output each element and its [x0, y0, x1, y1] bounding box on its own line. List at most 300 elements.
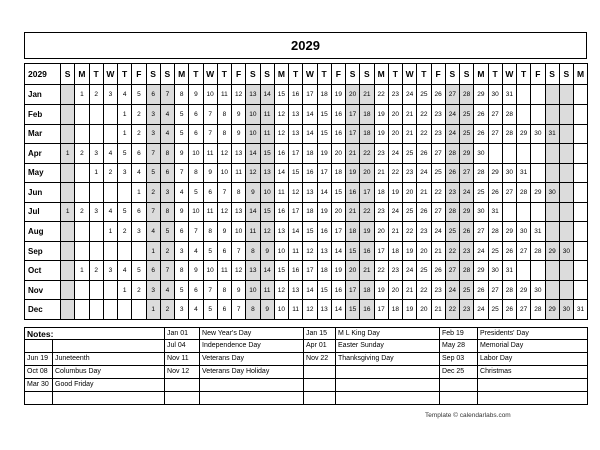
- day-cell: 8: [217, 280, 231, 300]
- day-cell: 5: [118, 144, 132, 164]
- day-cell: 2: [132, 280, 146, 300]
- holiday-date: Nov 22: [304, 353, 336, 366]
- day-cell: 24: [388, 202, 402, 222]
- month-label: Nov: [25, 280, 61, 300]
- day-cell: 28: [517, 183, 531, 203]
- day-cell: 17: [317, 163, 331, 183]
- day-cell: 8: [217, 124, 231, 144]
- day-cell: 12: [217, 202, 231, 222]
- day-cell: 12: [232, 85, 246, 105]
- day-cell: 23: [374, 202, 388, 222]
- day-cell: 3: [146, 124, 160, 144]
- day-cell: 22: [374, 85, 388, 105]
- weekday-header-cell: S: [346, 64, 360, 85]
- day-cell: 14: [246, 202, 260, 222]
- day-cell: 13: [274, 222, 288, 242]
- day-cell: 19: [331, 85, 345, 105]
- holiday-date: Feb 19: [440, 328, 478, 340]
- day-cell: 14: [274, 163, 288, 183]
- day-cell: 12: [274, 124, 288, 144]
- day-cell: 13: [317, 241, 331, 261]
- day-cell: [574, 144, 588, 164]
- day-cell: 24: [417, 163, 431, 183]
- month-label: Oct: [25, 261, 61, 281]
- day-cell: 25: [488, 300, 502, 320]
- weekday-header-cell: T: [289, 64, 303, 85]
- day-cell: 23: [417, 222, 431, 242]
- holiday-name: New Year's Day: [200, 328, 304, 340]
- day-cell: 1: [61, 144, 75, 164]
- day-cell: 1: [118, 124, 132, 144]
- day-cell: 16: [289, 85, 303, 105]
- day-cell: 4: [103, 144, 117, 164]
- day-cell: 22: [417, 280, 431, 300]
- day-cell: 22: [360, 202, 374, 222]
- day-cell: [118, 183, 132, 203]
- day-cell: 3: [103, 261, 117, 281]
- day-cell: 22: [374, 261, 388, 281]
- day-cell: [89, 105, 103, 125]
- day-cell: 17: [346, 124, 360, 144]
- day-cell: 10: [189, 202, 203, 222]
- day-cell: 11: [274, 183, 288, 203]
- day-cell: 6: [132, 202, 146, 222]
- day-cell: 31: [531, 222, 545, 242]
- day-cell: 24: [474, 300, 488, 320]
- month-row-dec: [25, 300, 588, 320]
- day-cell: 31: [545, 124, 559, 144]
- day-cell: 16: [331, 105, 345, 125]
- day-cell: [75, 300, 89, 320]
- day-cell: 6: [175, 222, 189, 242]
- day-cell: [574, 280, 588, 300]
- day-cell: [545, 222, 559, 242]
- day-cell: 11: [232, 163, 246, 183]
- day-cell: 9: [232, 105, 246, 125]
- day-cell: 23: [403, 163, 417, 183]
- day-cell: [103, 280, 117, 300]
- weekday-header-cell: T: [517, 64, 531, 85]
- day-cell: [61, 222, 75, 242]
- day-cell: 30: [488, 261, 502, 281]
- day-cell: 3: [175, 300, 189, 320]
- day-cell: 2: [75, 202, 89, 222]
- day-cell: 30: [488, 85, 502, 105]
- day-cell: 16: [274, 144, 288, 164]
- day-cell: [75, 183, 89, 203]
- weekday-header-cell: S: [246, 64, 260, 85]
- holiday-name: Christmas: [478, 366, 588, 379]
- day-cell: 16: [346, 183, 360, 203]
- holiday-date: [165, 392, 200, 405]
- day-cell: 23: [388, 261, 402, 281]
- day-cell: 4: [189, 241, 203, 261]
- day-cell: 2: [160, 300, 174, 320]
- holiday-date: [25, 392, 53, 405]
- day-cell: 20: [331, 144, 345, 164]
- day-cell: 14: [317, 183, 331, 203]
- holiday-name: Independence Day: [200, 340, 304, 353]
- day-cell: 19: [331, 261, 345, 281]
- day-cell: 19: [374, 280, 388, 300]
- notes-row: [25, 379, 588, 392]
- notes-holidays-table: [24, 327, 588, 405]
- day-cell: 27: [445, 261, 459, 281]
- holiday-name: Thanksgiving Day: [336, 353, 440, 366]
- weekday-header-cell: S: [545, 64, 559, 85]
- weekday-header-cell: T: [217, 64, 231, 85]
- weekday-header-cell: S: [146, 64, 160, 85]
- day-cell: 30: [559, 300, 573, 320]
- day-cell: 26: [488, 183, 502, 203]
- day-cell: 11: [203, 202, 217, 222]
- day-cell: 24: [460, 183, 474, 203]
- day-cell: 12: [260, 222, 274, 242]
- holiday-name: Veterans Day Holiday: [200, 366, 304, 379]
- notes-row: [25, 353, 588, 366]
- day-cell: 26: [445, 163, 459, 183]
- day-cell: 9: [203, 163, 217, 183]
- day-cell: 17: [346, 280, 360, 300]
- weekday-header-cell: T: [317, 64, 331, 85]
- day-cell: 7: [160, 261, 174, 281]
- day-cell: 30: [517, 222, 531, 242]
- day-cell: 14: [331, 241, 345, 261]
- day-cell: [502, 144, 516, 164]
- day-cell: 1: [132, 183, 146, 203]
- day-cell: [531, 261, 545, 281]
- day-cell: 20: [417, 300, 431, 320]
- day-cell: [559, 183, 573, 203]
- day-cell: 6: [189, 124, 203, 144]
- day-cell: 25: [417, 261, 431, 281]
- day-cell: 25: [460, 124, 474, 144]
- day-cell: 16: [303, 163, 317, 183]
- day-cell: 13: [289, 124, 303, 144]
- day-cell: 20: [374, 222, 388, 242]
- day-cell: 30: [545, 183, 559, 203]
- day-cell: 12: [274, 280, 288, 300]
- day-cell: 23: [374, 144, 388, 164]
- day-cell: 29: [460, 144, 474, 164]
- day-cell: 27: [431, 202, 445, 222]
- day-cell: [118, 300, 132, 320]
- day-cell: 25: [431, 163, 445, 183]
- month-label: Sep: [25, 241, 61, 261]
- day-cell: 21: [403, 124, 417, 144]
- day-cell: 29: [488, 163, 502, 183]
- month-label: May: [25, 163, 61, 183]
- day-cell: 21: [346, 202, 360, 222]
- day-cell: 6: [203, 183, 217, 203]
- day-cell: 26: [474, 280, 488, 300]
- day-cell: 12: [217, 144, 231, 164]
- day-cell: 16: [331, 280, 345, 300]
- day-cell: 31: [517, 163, 531, 183]
- day-cell: 29: [474, 261, 488, 281]
- weekday-header-cell: W: [303, 64, 317, 85]
- day-cell: 20: [346, 261, 360, 281]
- day-cell: 9: [260, 241, 274, 261]
- day-cell: 5: [118, 202, 132, 222]
- day-cell: 31: [502, 85, 516, 105]
- weekday-header-cell: W: [502, 64, 516, 85]
- day-cell: 27: [488, 124, 502, 144]
- day-cell: 16: [274, 202, 288, 222]
- day-cell: 1: [118, 105, 132, 125]
- day-cell: [531, 163, 545, 183]
- day-cell: 28: [460, 261, 474, 281]
- day-cell: 9: [189, 261, 203, 281]
- month-label: Jul: [25, 202, 61, 222]
- day-cell: [61, 124, 75, 144]
- day-cell: 14: [289, 222, 303, 242]
- day-cell: 15: [346, 241, 360, 261]
- day-cell: [545, 105, 559, 125]
- day-cell: [75, 105, 89, 125]
- day-cell: 2: [103, 163, 117, 183]
- day-cell: 5: [175, 280, 189, 300]
- day-cell: 24: [445, 280, 459, 300]
- day-cell: 4: [103, 202, 117, 222]
- day-cell: 1: [75, 261, 89, 281]
- day-cell: [574, 202, 588, 222]
- template-credit: Template © calendarlabs.com: [425, 412, 511, 419]
- day-cell: 14: [246, 144, 260, 164]
- day-cell: 15: [274, 85, 288, 105]
- holiday-date: [440, 379, 478, 392]
- day-cell: 20: [388, 105, 402, 125]
- day-cell: [103, 300, 117, 320]
- day-cell: 8: [175, 85, 189, 105]
- day-cell: 10: [246, 124, 260, 144]
- day-cell: 3: [89, 202, 103, 222]
- day-cell: 9: [232, 124, 246, 144]
- holiday-name: M L King Day: [336, 328, 440, 340]
- day-cell: [61, 85, 75, 105]
- day-cell: 4: [175, 183, 189, 203]
- day-cell: 11: [289, 241, 303, 261]
- holiday-name: Good Friday: [53, 379, 165, 392]
- day-cell: 7: [232, 241, 246, 261]
- year-calendar-grid: [24, 63, 588, 320]
- day-cell: [531, 105, 545, 125]
- day-cell: 8: [175, 261, 189, 281]
- day-cell: 9: [232, 280, 246, 300]
- day-cell: [61, 300, 75, 320]
- weekday-header-row: [25, 64, 588, 85]
- day-cell: 15: [331, 183, 345, 203]
- day-cell: 1: [103, 222, 117, 242]
- day-cell: 10: [274, 300, 288, 320]
- day-cell: [559, 261, 573, 281]
- day-cell: 5: [132, 261, 146, 281]
- day-cell: 22: [388, 163, 402, 183]
- day-cell: 5: [132, 85, 146, 105]
- day-cell: 25: [445, 222, 459, 242]
- month-row-oct: [25, 261, 588, 281]
- day-cell: 18: [374, 183, 388, 203]
- month-label: Jun: [25, 183, 61, 203]
- day-cell: [89, 222, 103, 242]
- weekday-header-cell: S: [460, 64, 474, 85]
- day-cell: [531, 85, 545, 105]
- day-cell: 24: [445, 124, 459, 144]
- day-cell: [502, 202, 516, 222]
- month-label: Dec: [25, 300, 61, 320]
- day-cell: 17: [303, 261, 317, 281]
- day-cell: 20: [388, 280, 402, 300]
- day-cell: [574, 124, 588, 144]
- notes-row: [25, 340, 588, 353]
- day-cell: 10: [260, 183, 274, 203]
- day-cell: 22: [360, 144, 374, 164]
- day-cell: [574, 163, 588, 183]
- holiday-date: [304, 366, 336, 379]
- holiday-date: Nov 11: [165, 353, 200, 366]
- weekday-header-cell: M: [274, 64, 288, 85]
- day-cell: 10: [203, 261, 217, 281]
- year-title: 2029: [24, 32, 587, 59]
- day-cell: [574, 85, 588, 105]
- day-cell: 4: [146, 222, 160, 242]
- day-cell: 28: [502, 105, 516, 125]
- day-cell: 24: [445, 105, 459, 125]
- day-cell: 26: [431, 261, 445, 281]
- day-cell: 7: [203, 105, 217, 125]
- day-cell: 29: [531, 183, 545, 203]
- day-cell: 22: [403, 222, 417, 242]
- day-cell: 28: [445, 202, 459, 222]
- holiday-date: [165, 379, 200, 392]
- day-cell: 28: [445, 144, 459, 164]
- weekday-header-cell: W: [203, 64, 217, 85]
- holiday-name: [200, 392, 304, 405]
- day-cell: 26: [417, 202, 431, 222]
- day-cell: 30: [474, 202, 488, 222]
- day-cell: 16: [317, 222, 331, 242]
- day-cell: 23: [431, 280, 445, 300]
- day-cell: 10: [189, 144, 203, 164]
- day-cell: 8: [160, 202, 174, 222]
- day-cell: 25: [488, 241, 502, 261]
- weekday-header-cell: F: [431, 64, 445, 85]
- day-cell: 29: [474, 85, 488, 105]
- holiday-name: Easter Sunday: [336, 340, 440, 353]
- day-cell: 4: [132, 163, 146, 183]
- day-cell: [559, 144, 573, 164]
- day-cell: 1: [61, 202, 75, 222]
- day-cell: 12: [274, 105, 288, 125]
- holiday-name: [336, 366, 440, 379]
- day-cell: 9: [260, 300, 274, 320]
- month-label: Aug: [25, 222, 61, 242]
- weekday-header-cell: S: [559, 64, 573, 85]
- day-cell: 1: [75, 85, 89, 105]
- day-cell: 18: [317, 261, 331, 281]
- day-cell: [574, 241, 588, 261]
- day-cell: 27: [445, 85, 459, 105]
- day-cell: 11: [217, 85, 231, 105]
- day-cell: 12: [303, 300, 317, 320]
- weekday-header-cell: T: [189, 64, 203, 85]
- day-cell: [61, 280, 75, 300]
- weekday-header-cell: S: [445, 64, 459, 85]
- day-cell: 10: [217, 163, 231, 183]
- day-cell: [75, 280, 89, 300]
- day-cell: 3: [175, 241, 189, 261]
- day-cell: 17: [331, 222, 345, 242]
- weekday-header-cell: S: [360, 64, 374, 85]
- day-cell: 2: [118, 222, 132, 242]
- day-cell: 2: [75, 144, 89, 164]
- day-cell: 11: [217, 261, 231, 281]
- day-cell: 11: [260, 105, 274, 125]
- day-cell: 29: [545, 241, 559, 261]
- weekday-header-cell: T: [488, 64, 502, 85]
- day-cell: 9: [217, 222, 231, 242]
- day-cell: 27: [431, 144, 445, 164]
- day-cell: 28: [460, 85, 474, 105]
- day-cell: 21: [388, 222, 402, 242]
- day-cell: 18: [360, 105, 374, 125]
- month-row-aug: [25, 222, 588, 242]
- holiday-date: Oct 08: [25, 366, 53, 379]
- day-cell: 3: [146, 105, 160, 125]
- holiday-date: Sep 03: [440, 353, 478, 366]
- day-cell: 4: [160, 280, 174, 300]
- day-cell: [574, 222, 588, 242]
- weekday-header-cell: S: [160, 64, 174, 85]
- day-cell: 5: [203, 241, 217, 261]
- day-cell: 13: [246, 261, 260, 281]
- day-cell: 28: [502, 124, 516, 144]
- day-cell: 7: [160, 85, 174, 105]
- day-cell: 17: [303, 85, 317, 105]
- day-cell: 19: [388, 183, 402, 203]
- day-cell: 27: [517, 241, 531, 261]
- day-cell: 24: [388, 144, 402, 164]
- day-cell: 28: [502, 280, 516, 300]
- day-cell: 6: [160, 163, 174, 183]
- month-row-sep: [25, 241, 588, 261]
- day-cell: 18: [360, 280, 374, 300]
- day-cell: 26: [460, 222, 474, 242]
- day-cell: 3: [118, 163, 132, 183]
- day-cell: 11: [203, 144, 217, 164]
- day-cell: [559, 280, 573, 300]
- day-cell: 17: [360, 183, 374, 203]
- holiday-name: [53, 392, 165, 405]
- day-cell: [61, 261, 75, 281]
- day-cell: 2: [89, 85, 103, 105]
- day-cell: [103, 105, 117, 125]
- day-cell: 22: [417, 124, 431, 144]
- day-cell: 4: [189, 300, 203, 320]
- day-cell: 13: [289, 280, 303, 300]
- day-cell: 25: [460, 105, 474, 125]
- day-cell: 15: [317, 124, 331, 144]
- day-cell: [545, 163, 559, 183]
- weekday-header-cell: M: [474, 64, 488, 85]
- day-cell: 14: [303, 105, 317, 125]
- month-row-jan: [25, 85, 588, 105]
- notes-title: Notes:: [25, 328, 165, 340]
- day-cell: 30: [531, 280, 545, 300]
- holiday-date: Jun 19: [25, 353, 53, 366]
- day-cell: 11: [260, 280, 274, 300]
- day-cell: 6: [132, 144, 146, 164]
